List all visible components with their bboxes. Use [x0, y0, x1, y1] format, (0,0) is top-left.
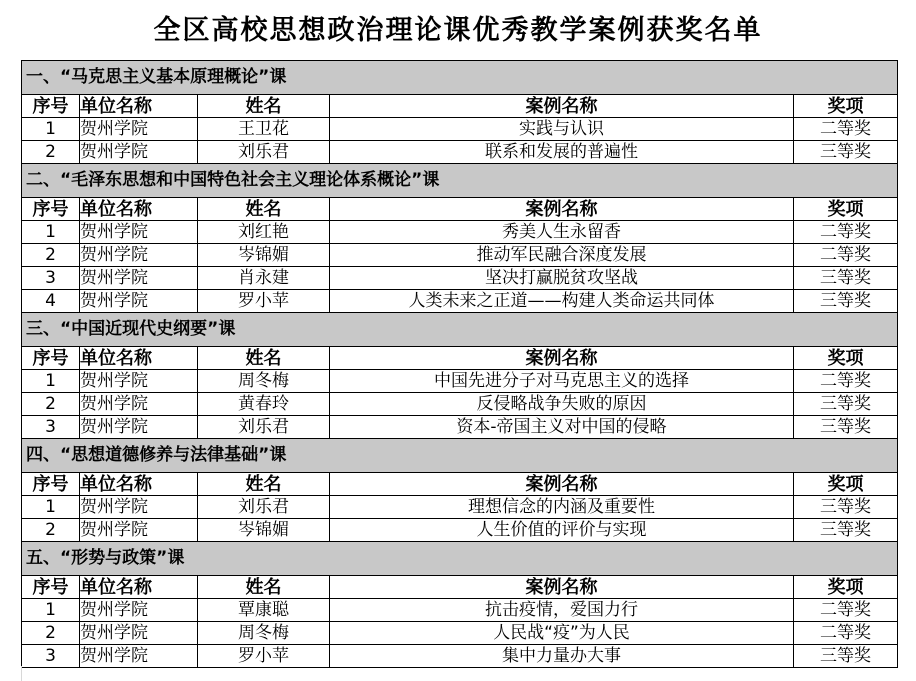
table-row	[22, 118, 898, 141]
cell-award: 三等奖	[794, 645, 898, 668]
column-header-no: 序号	[22, 198, 80, 221]
column-header-unit: 单位名称	[80, 576, 198, 599]
section-title: 五、“形势与政策”课	[22, 542, 898, 576]
column-header-no: 序号	[22, 473, 80, 496]
cell-case: 抗击疫情，爱国力行	[330, 599, 794, 622]
cell-case: 人民战“疫”为人民	[330, 622, 794, 645]
cell-number: 2	[22, 519, 80, 542]
cell-case: 集中力量办大事	[330, 645, 794, 668]
cell-case: 反侵略战争失败的原因	[330, 393, 794, 416]
column-header-unit: 单位名称	[80, 95, 198, 118]
column-header-row	[22, 198, 898, 221]
table-row	[22, 416, 898, 439]
cell-case: 秀美人生永留香	[330, 221, 794, 244]
table-row	[22, 622, 898, 645]
section-title: 四、“思想道德修养与法律基础”课	[22, 439, 898, 473]
cell-award: 三等奖	[794, 290, 898, 313]
column-header-case: 案例名称	[330, 198, 794, 221]
column-header-award: 奖项	[794, 473, 898, 496]
cell-name: 罗小苹	[198, 290, 330, 313]
section-header-row	[22, 164, 898, 198]
column-header-name: 姓名	[198, 198, 330, 221]
column-header-row	[22, 347, 898, 370]
page-title: 全区高校思想政治理论课优秀教学案例获奖名单	[153, 15, 763, 46]
cell-award: 三等奖	[794, 267, 898, 290]
sheet-grid-remainder	[21, 666, 898, 681]
cell-number: 4	[22, 290, 80, 313]
section-title: 三、“中国近现代史纲要”课	[22, 313, 898, 347]
column-header-name: 姓名	[198, 473, 330, 496]
column-header-name: 姓名	[198, 95, 330, 118]
cell-award: 二等奖	[794, 221, 898, 244]
cell-name: 周冬梅	[198, 370, 330, 393]
column-header-name: 姓名	[198, 347, 330, 370]
column-header-no: 序号	[22, 347, 80, 370]
cell-case: 中国先进分子对马克思主义的选择	[330, 370, 794, 393]
cell-award: 三等奖	[794, 519, 898, 542]
section-header-row	[22, 61, 898, 95]
cell-unit: 贺州学院	[80, 244, 198, 267]
column-header-no: 序号	[22, 95, 80, 118]
column-header-case: 案例名称	[330, 347, 794, 370]
cell-case: 人类未来之正道——构建人类命运共同体	[330, 290, 794, 313]
cell-case: 实践与认识	[330, 118, 794, 141]
column-header-no: 序号	[22, 576, 80, 599]
cell-unit: 贺州学院	[80, 645, 198, 668]
cell-number: 1	[22, 599, 80, 622]
cell-unit: 贺州学院	[80, 221, 198, 244]
column-header-unit: 单位名称	[80, 198, 198, 221]
cell-award: 二等奖	[794, 118, 898, 141]
table-row	[22, 519, 898, 542]
column-header-unit: 单位名称	[80, 347, 198, 370]
cell-unit: 贺州学院	[80, 599, 198, 622]
cell-unit: 贺州学院	[80, 622, 198, 645]
cell-name: 王卫花	[198, 118, 330, 141]
column-header-row	[22, 576, 898, 599]
column-header-row	[22, 95, 898, 118]
section-title: 一、“马克思主义基本原理概论”课	[22, 61, 898, 95]
cell-number: 1	[22, 118, 80, 141]
column-header-case: 案例名称	[330, 95, 794, 118]
column-header-case: 案例名称	[330, 473, 794, 496]
cell-number: 2	[22, 141, 80, 164]
table-row	[22, 599, 898, 622]
column-header-award: 奖项	[794, 198, 898, 221]
table-row	[22, 221, 898, 244]
cell-name: 岑锦媚	[198, 519, 330, 542]
cell-name: 周冬梅	[198, 622, 330, 645]
cell-award: 三等奖	[794, 496, 898, 519]
cell-unit: 贺州学院	[80, 416, 198, 439]
cell-number: 2	[22, 622, 80, 645]
cell-name: 刘乐君	[198, 496, 330, 519]
column-header-case: 案例名称	[330, 576, 794, 599]
cell-number: 1	[22, 370, 80, 393]
column-header-award: 奖项	[794, 576, 898, 599]
section-header-row	[22, 542, 898, 576]
cell-award: 二等奖	[794, 622, 898, 645]
cell-case: 联系和发展的普遍性	[330, 141, 794, 164]
table-row	[22, 141, 898, 164]
table-row	[22, 244, 898, 267]
cell-unit: 贺州学院	[80, 393, 198, 416]
award-table	[21, 60, 898, 668]
cell-name: 刘红艳	[198, 221, 330, 244]
cell-number: 1	[22, 496, 80, 519]
table-row	[22, 370, 898, 393]
cell-number: 3	[22, 416, 80, 439]
cell-award: 三等奖	[794, 393, 898, 416]
cell-number: 3	[22, 267, 80, 290]
cell-unit: 贺州学院	[80, 370, 198, 393]
cell-award: 三等奖	[794, 416, 898, 439]
cell-award: 二等奖	[794, 599, 898, 622]
cell-name: 刘乐君	[198, 141, 330, 164]
column-header-award: 奖项	[794, 347, 898, 370]
cell-number: 2	[22, 393, 80, 416]
table-row	[22, 645, 898, 668]
cell-name: 刘乐君	[198, 416, 330, 439]
cell-unit: 贺州学院	[80, 267, 198, 290]
cell-case: 推动军民融合深度发展	[330, 244, 794, 267]
cell-award: 二等奖	[794, 244, 898, 267]
award-table-body	[22, 61, 898, 668]
cell-name: 罗小苹	[198, 645, 330, 668]
cell-unit: 贺州学院	[80, 519, 198, 542]
cell-unit: 贺州学院	[80, 496, 198, 519]
table-row	[22, 496, 898, 519]
cell-name: 覃康聪	[198, 599, 330, 622]
cell-number: 3	[22, 645, 80, 668]
cell-award: 三等奖	[794, 141, 898, 164]
table-row	[22, 290, 898, 313]
section-title: 二、“毛泽东思想和中国特色社会主义理论体系概论”课	[22, 164, 898, 198]
cell-unit: 贺州学院	[80, 141, 198, 164]
cell-case: 资本-帝国主义对中国的侵略	[330, 416, 794, 439]
column-header-name: 姓名	[198, 576, 330, 599]
cell-name: 黄春玲	[198, 393, 330, 416]
cell-unit: 贺州学院	[80, 290, 198, 313]
cell-unit: 贺州学院	[80, 118, 198, 141]
cell-award: 二等奖	[794, 370, 898, 393]
cell-number: 1	[22, 221, 80, 244]
cell-name: 岑锦媚	[198, 244, 330, 267]
cell-case: 坚决打赢脱贫攻坚战	[330, 267, 794, 290]
section-header-row	[22, 439, 898, 473]
column-header-award: 奖项	[794, 95, 898, 118]
column-header-unit: 单位名称	[80, 473, 198, 496]
cell-name: 肖永建	[198, 267, 330, 290]
cell-number: 2	[22, 244, 80, 267]
section-header-row	[22, 313, 898, 347]
column-header-row	[22, 473, 898, 496]
table-row	[22, 393, 898, 416]
cell-case: 人生价值的评价与实现	[330, 519, 794, 542]
cell-case: 理想信念的内涵及重要性	[330, 496, 794, 519]
table-row	[22, 267, 898, 290]
